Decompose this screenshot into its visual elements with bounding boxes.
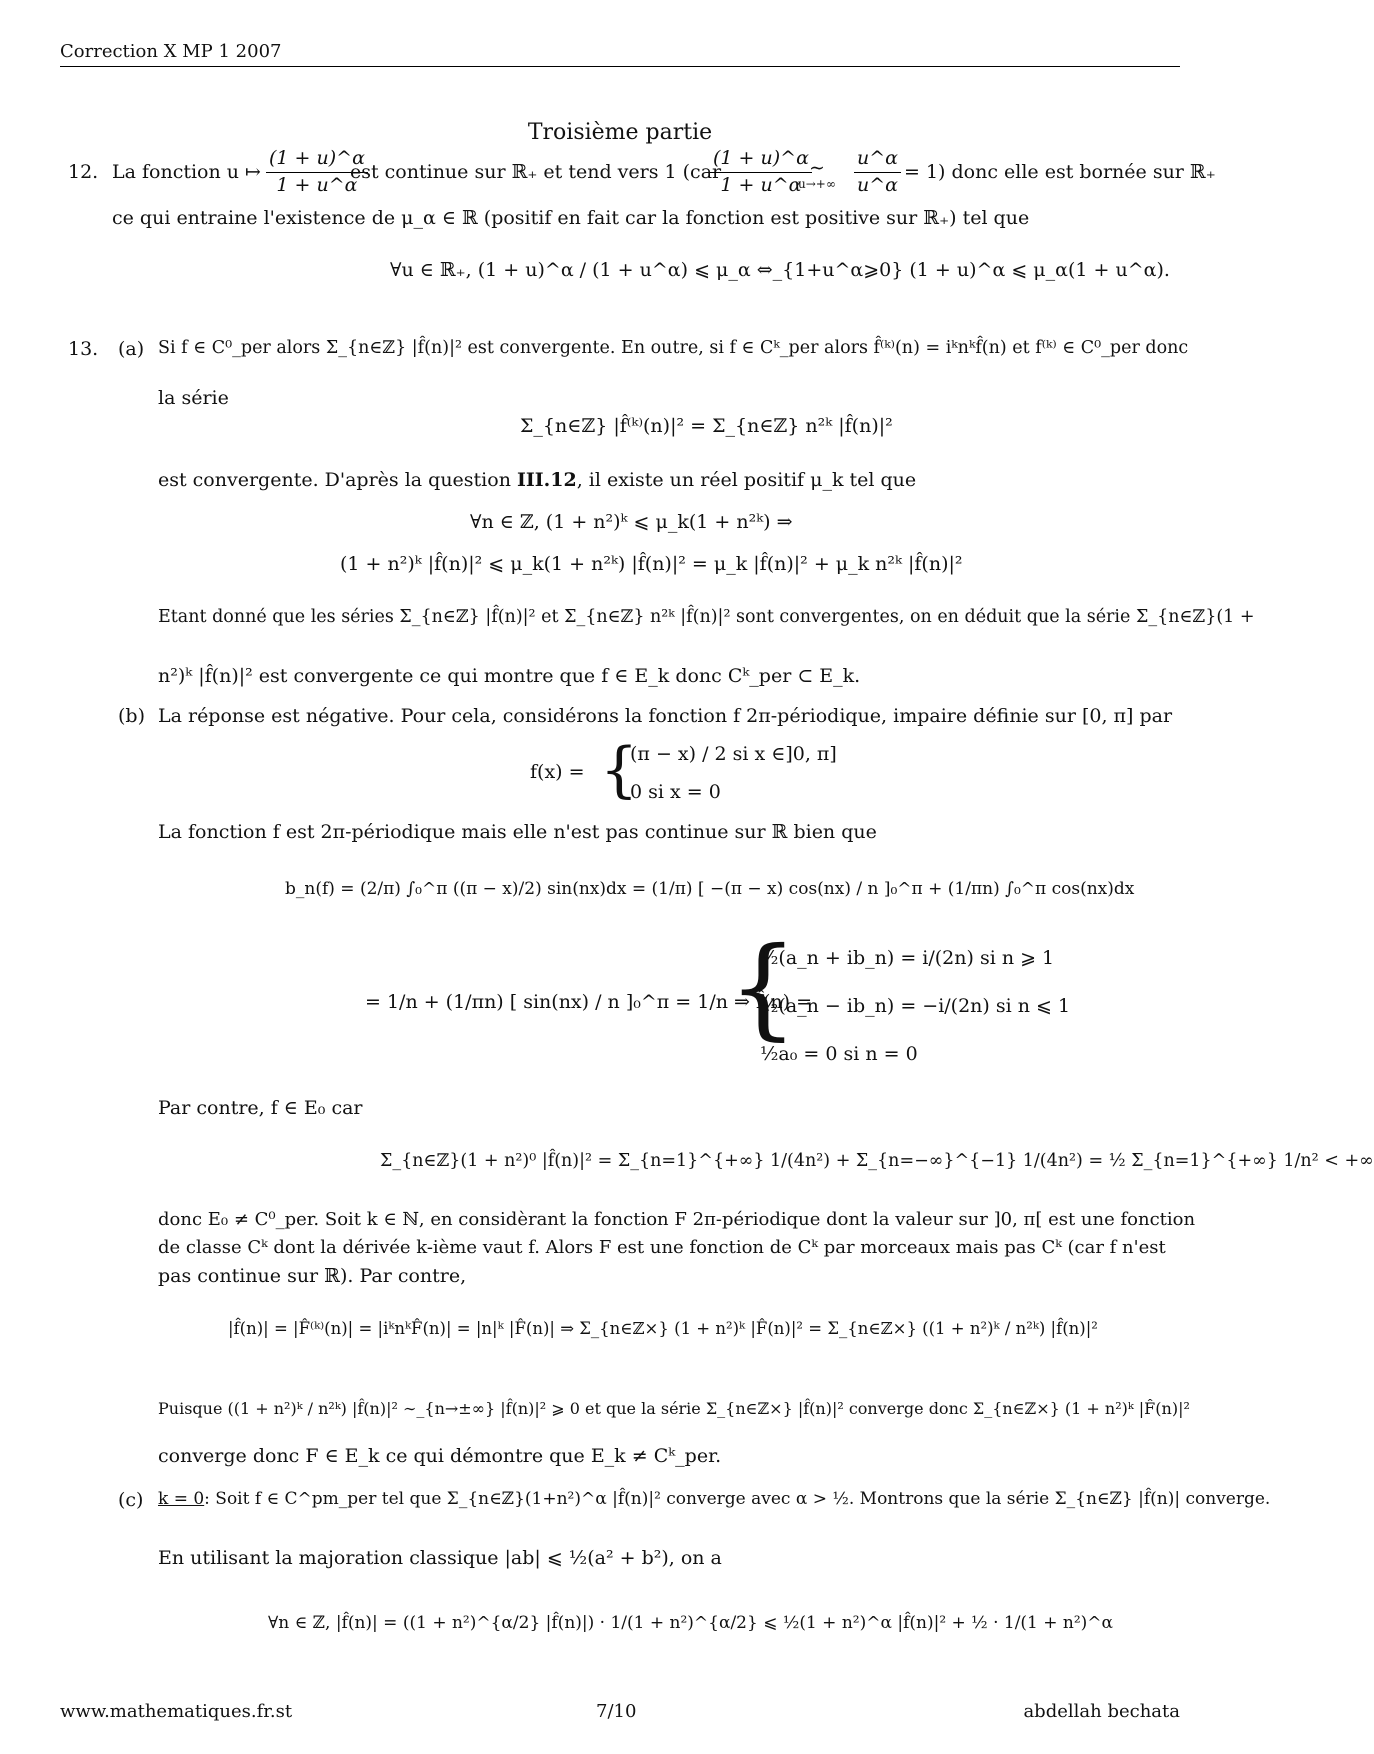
q13b-def-case2: 0 si x = 0	[630, 781, 721, 803]
footer-website: www.mathematiques.fr.st	[60, 1701, 293, 1722]
q13a-ref: III.12	[516, 469, 577, 491]
q13b-def-lhs: f(x) =	[530, 761, 585, 783]
q12-frac-num: (1 + u)^α	[266, 146, 368, 173]
q12-line1b: est continue sur ℝ₊ et tend vers 1 (car	[350, 161, 722, 183]
q13a-display3: (1 + n²)ᵏ |f̂(n)|² ⩽ μ_k(1 + n²ᵏ) |f̂(n)|² = μ_k |f̂(n)|² + μ_k n²ᵏ |f̂(n)|²	[340, 553, 963, 575]
q12-line2: ce qui entraine l'existence de μ_α ∈ ℝ (positif en fait car la fonction est positive sur ℝ₊) tel que	[112, 207, 1030, 229]
q13c-display: ∀n ∈ ℤ, |f̂(n)| = ((1 + n²)^{α/2} |f̂(n)|) · 1/(1 + n²)^{α/2} ⩽ ½(1 + n²)^α |f̂(n)|² + ½ · 1/(1 + n²)^α	[268, 1613, 1114, 1633]
footer-page-number: 7/10	[596, 1701, 637, 1722]
q13b-line5: de classe Cᵏ dont la dérivée k-ième vaut f. Alors F est une fonction de Cᵏ par morceaux mais pas Cᵏ (car f n'est	[158, 1237, 1166, 1258]
q13c-label: (c)	[118, 1489, 144, 1511]
q12-frac-den: 1 + u^α	[276, 173, 358, 196]
q13b-case2: ½(a_n − ib_n) = −i/(2n) si n ⩽ 1	[760, 995, 1071, 1017]
q13b-bn2: = 1/n + (1/πn) [ sin(nx) / n ]₀^π = 1/n ⇒ f̂(n) =	[365, 991, 813, 1013]
q13-number: 13.	[68, 338, 99, 360]
q12-line1c: = 1) donc elle est bornée sur ℝ₊	[904, 161, 1216, 183]
q13a-line4: Etant donné que les séries Σ_{n∈ℤ} |f̂(n)|² et Σ_{n∈ℤ} n²ᵏ |f̂(n)|² sont convergentes, on en déduit que la série Σ_{n∈ℤ}(1 +	[158, 607, 1255, 627]
header-rule	[60, 66, 1180, 67]
q13b-def-brace: {	[600, 735, 639, 805]
q13b-line8: converge donc F ∈ E_k ce qui démontre que E_k ≠ Cᵏ_per.	[158, 1445, 722, 1467]
q13b-display-e0: Σ_{n∈ℤ}(1 + n²)⁰ |f̂(n)|² = Σ_{n=1}^{+∞} 1/(4n²) + Σ_{n=−∞}^{−1} 1/(4n²) = ½ Σ_{n=1}^{+∞} 1/n² < +∞	[380, 1151, 1374, 1171]
q13c-line1: k = 0: Soit f ∈ C^pm_per tel que Σ_{n∈ℤ}(1+n²)^α |f̂(n)|² converge avec α > ½. Montrons que la série Σ_{n∈ℤ} |f̂(n)| converge.	[158, 1489, 1271, 1509]
q12-number: 12.	[68, 161, 99, 183]
q13b-bn1: b_n(f) = (2/π) ∫₀^π ((π − x)/2) sin(nx)dx = (1/π) [ −(π − x) cos(nx) / n ]₀^π + (1/πn) ∫₀^π cos(nx)dx	[285, 879, 1135, 899]
q13b-line4: donc E₀ ≠ C⁰_per. Soit k ∈ ℕ, en considèrant la fonction F 2π-périodique dont la valeur sur ]0, π[ est une fonction	[158, 1209, 1196, 1230]
q12-equiv: ∼ u→+∞	[798, 157, 836, 191]
q12-frac-b: $\frac{(1 + u)\^{}\alpha}{1 + u\^{}\alpha}$	[706, 146, 816, 198]
q13c-line2: En utilisant la majoration classique |ab| ⩽ ½(a² + b²), on a	[158, 1547, 722, 1569]
q13b-line1: La réponse est négative. Pour cela, considérons la fonction f 2π-périodique, impaire définie sur [0, π] par	[158, 705, 1173, 727]
q13a-label: (a)	[118, 338, 145, 360]
q13b-cases-brace: {	[728, 923, 798, 1051]
q13b-line2: La fonction f est 2π-périodique mais elle n'est pas continue sur ℝ bien que	[158, 821, 877, 843]
q13b-case1: ½(a_n + ib_n) = i/(2n) si n ⩾ 1	[760, 947, 1055, 969]
q13b-display-f: |f̂(n)| = |F̂⁽ᵏ⁾(n)| = |iᵏnᵏF̂(n)| = |n|ᵏ |F̂(n)| ⇒ Σ_{n∈ℤ×} (1 + n²)ᵏ |F̂(n)|² = Σ_{n∈ℤ×} ((1 + n²)ᵏ / n²ᵏ) |f̂(n)|²	[228, 1319, 1098, 1338]
running-header: Correction X MP 1 2007	[60, 41, 282, 62]
q13a-line2: la série	[158, 387, 229, 409]
section-title: Troisième partie	[527, 120, 713, 145]
q13b-line6: pas continue sur ℝ). Par contre,	[158, 1265, 467, 1287]
q13a-line3: est convergente. D'après la question III.12, il existe un réel positif μ_k tel que	[158, 469, 917, 491]
q13b-line3: Par contre, f ∈ E₀ car	[158, 1097, 363, 1119]
q13b-def-case1: (π − x) / 2 si x ∈]0, π]	[630, 743, 837, 765]
q13a-display2: ∀n ∈ ℤ, (1 + n²)ᵏ ⩽ μ_k(1 + n²ᵏ) ⇒	[470, 511, 793, 533]
q13a-display1: Σ_{n∈ℤ} |f̂⁽ᵏ⁾(n)|² = Σ_{n∈ℤ} n²ᵏ |f̂(n)|²	[520, 415, 893, 437]
q12-frac2: $\frac{u\^{}\alpha}{u\^{}\alpha}$	[850, 146, 905, 198]
q13b-line7: Puisque ((1 + n²)ᵏ / n²ᵏ) |f̂(n)|² ∼_{n→±∞} |f̂(n)|² ⩾ 0 et que la série Σ_{n∈ℤ×} |f̂(n)|² converge donc Σ_{n∈ℤ×} (1 + n²)ᵏ |F̂(n)|²	[158, 1399, 1190, 1418]
q13c-case: k = 0	[158, 1489, 205, 1509]
q12-line1a: La fonction u ↦	[112, 161, 261, 183]
q13a-line5: n²)ᵏ |f̂(n)|² est convergente ce qui montre que f ∈ E_k donc Cᵏ_per ⊂ E_k.	[158, 665, 861, 687]
footer-author: abdellah bechata	[1023, 1701, 1180, 1722]
q12-display: ∀u ∈ ℝ₊, (1 + u)^α / (1 + u^α) ⩽ μ_α ⇔_{1+u^α⩾0} (1 + u)^α ⩽ μ_α(1 + u^α).	[390, 259, 1170, 281]
q13b-label: (b)	[118, 705, 145, 727]
q13b-case3: ½a₀ = 0 si n = 0	[760, 1043, 918, 1065]
q13a-line1: Si f ∈ C⁰_per alors Σ_{n∈ℤ} |f̂(n)|² est convergente. En outre, si f ∈ Cᵏ_per alors f̂⁽ᵏ⁾(n) = iᵏnᵏf̂(n) et f⁽ᵏ⁾ ∈ C⁰_per donc	[158, 338, 1189, 358]
